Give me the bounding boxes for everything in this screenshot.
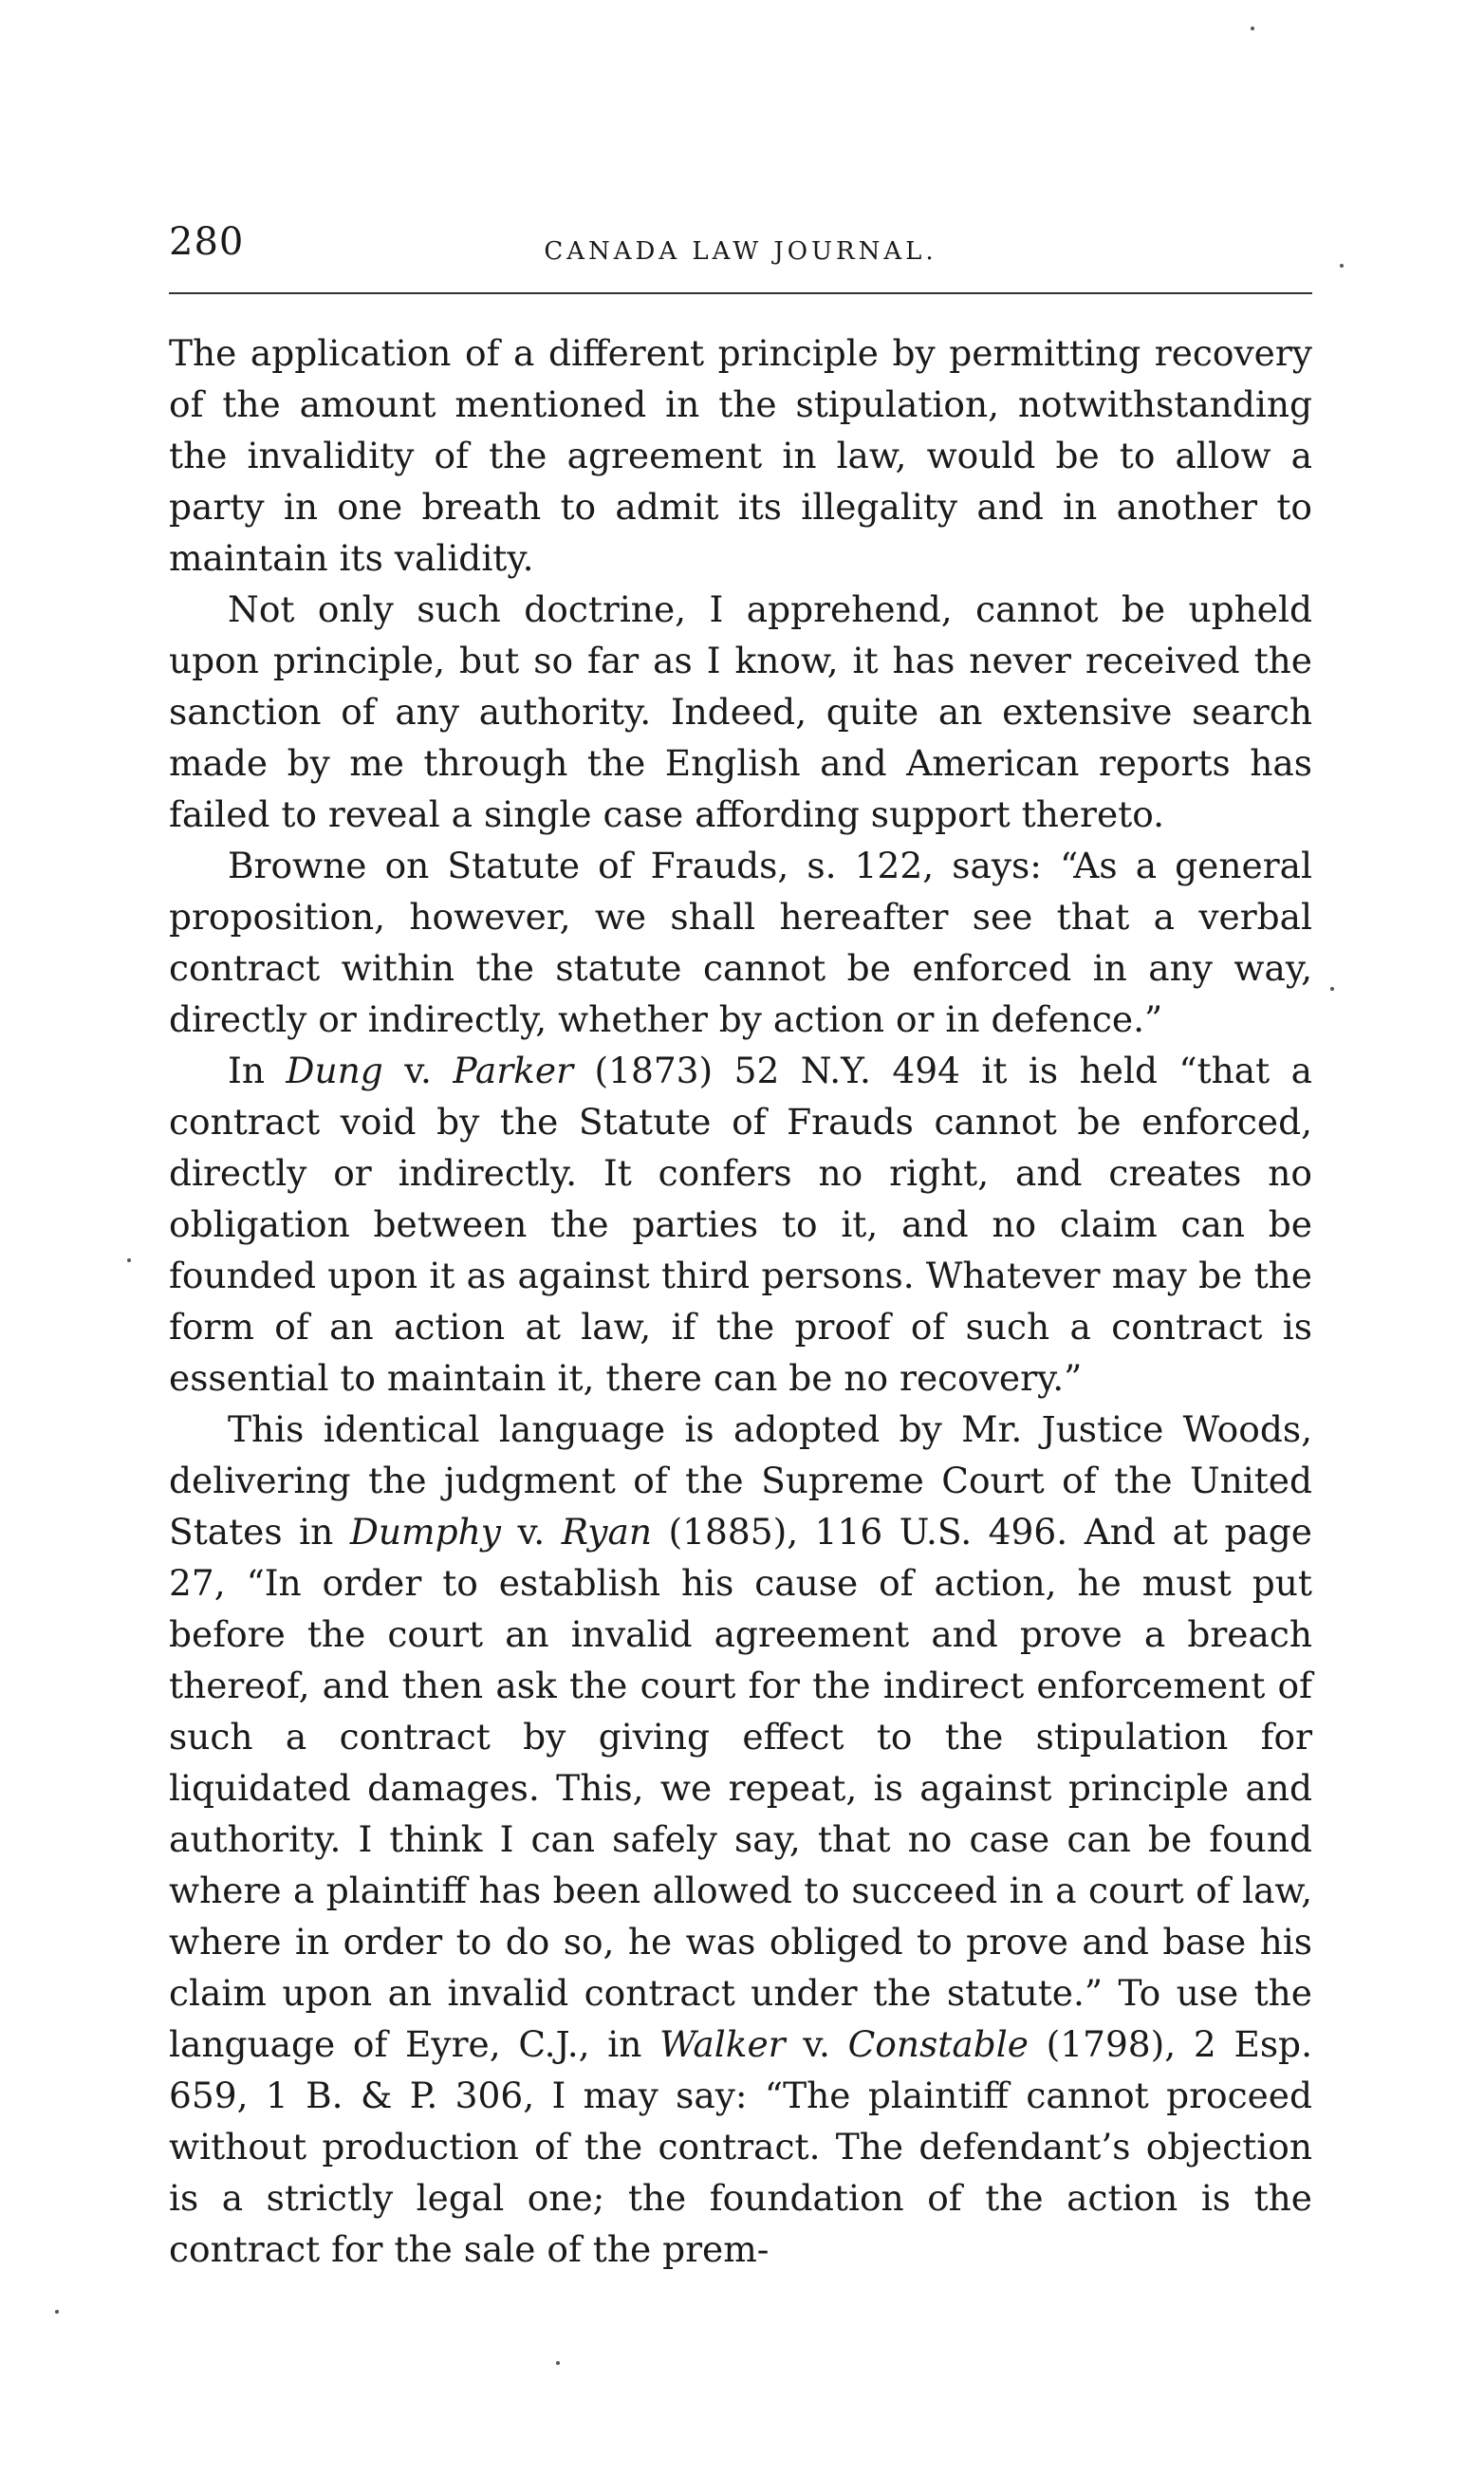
paragraph xyxy=(169,840,1312,1045)
scan-speck xyxy=(1330,987,1334,991)
paragraph xyxy=(169,584,1312,840)
page-number: 280 xyxy=(169,220,245,264)
paragraph xyxy=(169,327,1312,584)
case-name: Constable xyxy=(847,2023,1029,2065)
header-rule xyxy=(169,292,1312,294)
scan-speck xyxy=(1340,264,1344,268)
text-segment: (1873) 52 N.Y. 494 it is held “that a contract void by the Statute of Frauds cannot be enforced, directly or indirectly. It confers no right, and creates no obligation between the parties to it, and no claim can be founded upon it as against third persons. Whatever may be the form of an action at law, if the proof of such a contract is essential to maintain it, there can be no recovery.” xyxy=(169,1050,1313,1399)
case-name: Dung xyxy=(286,1050,383,1091)
journal-title: CANADA LAW JOURNAL. xyxy=(544,237,937,266)
running-header xyxy=(169,220,1312,277)
text-segment: (1885), 116 U.S. 496. And at page 27, “In order to establish his cause of action, he must put before the court an invalid agreement and prove a breach thereof, and then ask the court for the indirect enforcement of such a contract by giving effect to the stipulation for liquidated damages. This, we repeat, is against principle and authority. I think I can safely say, that no case can be found where a plaintiff has been allowed to succeed in a court of law, where in order to do so, he was obliged to prove and base his claim upon an invalid contract under the statute.” To use the language of Eyre, C.J., in xyxy=(169,1511,1312,2065)
text-segment: (1798), 2 Esp. 659, 1 B. & P. 306, I may say: “The plaintiff cannot proceed without production of the contract. The defendant’s objection is a strictly legal one; the foundation of the action is the contract for the sale of the prem- xyxy=(169,2023,1312,2270)
case-name: Walker xyxy=(659,2023,786,2065)
case-name: Ryan xyxy=(561,1511,652,1553)
text-segment: v. xyxy=(785,2023,848,2065)
text-segment: The application of a different principle by permitting recovery of the amount mentioned in the stipulation, notwithstanding the invalidity of the agreement in law, would be to allow a party in one breath to admit its illegality and in another to maintain its validity. xyxy=(169,332,1312,579)
text-segment: Browne on Statute of Frauds, s. 122, says: “As a general proposition, however, we shall hereafter see that a verbal contract within the statute cannot be enforced in any way, directly or indirectly, whether by action or in defence.” xyxy=(169,845,1312,1040)
body-text xyxy=(169,327,1312,2275)
text-segment: This identical language is adopted by Mr. Justice Woods, delivering the judgment of the Supreme Court of the United States in xyxy=(169,1408,1312,1553)
text-segment: Not only such doctrine, I apprehend, cannot be upheld upon principle, but so far as I know, it has never received the sanction of any authority. Indeed, quite an extensive search made by me through the English and American reports has failed to reveal a single case affording support thereto. xyxy=(169,588,1312,835)
text-segment: v. xyxy=(500,1511,562,1553)
scan-speck xyxy=(556,2361,560,2365)
scan-speck xyxy=(55,2310,59,2314)
text-segment: v. xyxy=(382,1050,454,1091)
scan-speck xyxy=(127,1258,131,1262)
paragraph xyxy=(169,1045,1312,1404)
scan-speck xyxy=(1251,27,1254,30)
text-segment: In xyxy=(228,1050,287,1091)
paragraph xyxy=(169,1404,1312,2275)
case-name: Dumphy xyxy=(349,1511,501,1553)
case-name: Parker xyxy=(453,1050,574,1091)
